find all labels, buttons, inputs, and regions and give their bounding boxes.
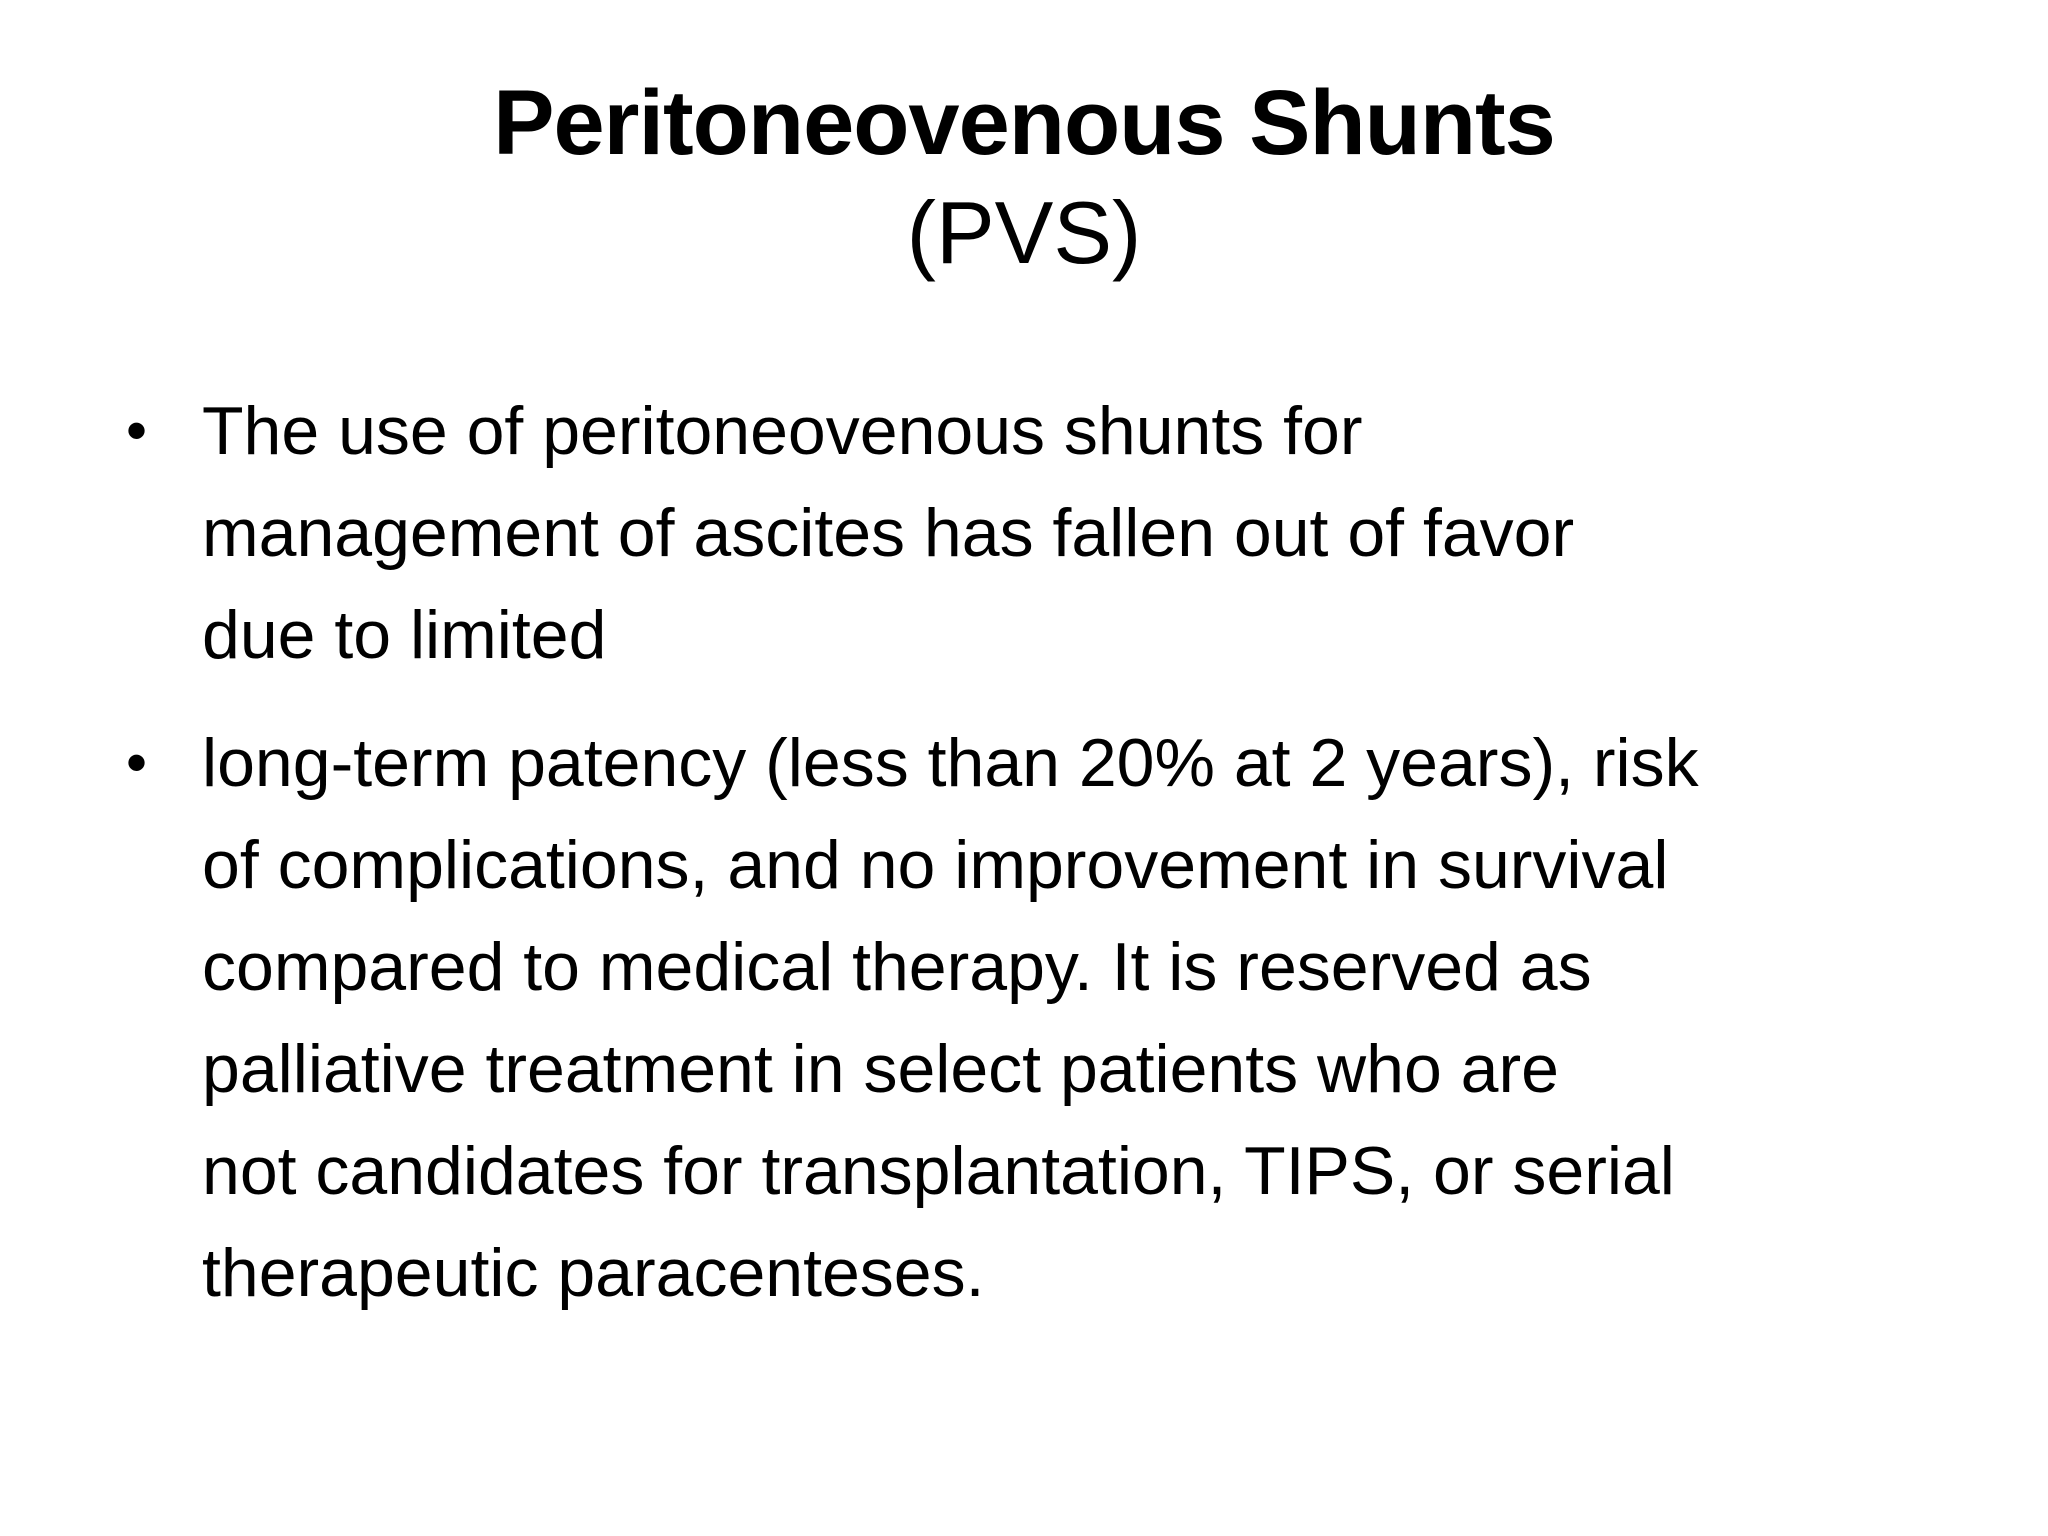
bullet-text-line: palliative treatment in select patients who are — [202, 1031, 1559, 1107]
bullet-item — [120, 380, 1950, 686]
slide-subtitle: (PVS) — [906, 183, 1142, 282]
bullet-text-line: of complications, and no improvement in survival — [202, 827, 1669, 903]
bullet-list — [120, 380, 1950, 1350]
bullet-text-line: therapeutic paracenteses. — [202, 1235, 985, 1311]
bullet-icon: • — [126, 729, 148, 796]
bullet-item — [120, 712, 1950, 1324]
slide-title-block — [0, 68, 2048, 288]
bullet-text-line: due to limited — [202, 597, 607, 673]
bullet-icon: • — [126, 397, 148, 464]
bullet-text-line: management of ascites has fallen out of favor — [202, 495, 1575, 571]
slide-title: Peritoneovenous Shunts — [493, 72, 1555, 174]
bullet-text-line: The use of peritoneovenous shunts for — [202, 393, 1363, 469]
bullet-text-line: not candidates for transplantation, TIPS, or serial — [202, 1133, 1675, 1209]
bullet-text-line: long-term patency (less than 20% at 2 years), risk — [202, 725, 1699, 801]
bullet-text-line: compared to medical therapy. It is reserved as — [202, 929, 1592, 1005]
